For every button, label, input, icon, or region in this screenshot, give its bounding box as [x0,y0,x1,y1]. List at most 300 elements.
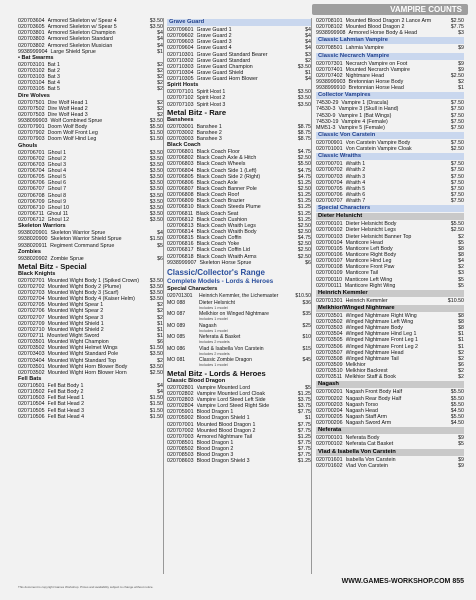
item-name: Grave Guard Champion [196,63,253,70]
item-price: $1.25 [297,210,311,217]
item-price: $1.50 [149,345,163,352]
item-code: 020706813 [167,222,194,229]
item-price: $1 [157,320,163,327]
item-code: 020703507 [316,349,343,356]
item-code: 020700704 [316,179,343,186]
item-name: Armored Horse Body & Head [348,30,418,37]
item-price: $7.75 [297,440,311,447]
item-code: 020700901 [316,139,343,146]
item-name: Grave Guard 4 [196,45,232,52]
item-name: Armored Skeleton w/ Spear 4 [47,18,117,24]
item-price: $3.50 [149,217,163,224]
item-price: $1 [305,69,311,76]
item-code: 020700203 [316,401,343,408]
item-name-text: Classic Zombie Dragon [199,357,252,364]
item-name: Manticore Left Body [345,245,393,252]
item-name: Nagash Rear Body Half [345,395,402,402]
item-name: Zombie Sprue [50,255,84,262]
item-code: 020703508 [316,355,343,362]
item-name: Fell Bat Head 2 [47,401,85,408]
item-name: Ghoul 6 [47,180,67,187]
item-name: Melkhior Staff & Book [345,374,396,381]
item-code: 020702711 [18,333,45,340]
item-price: $4.50 [450,420,464,427]
item-price: $8 [458,325,464,332]
item-code: 020706812 [167,216,194,223]
item-name: Mounted Wight Body 3 (Scarf) [47,290,119,297]
item-price: $1.50 [149,136,163,143]
item-code: 020703102 [18,67,45,74]
item-code: 020705901 [167,409,194,416]
item-price: $3.50 [297,89,311,96]
item-price: $15 [302,345,311,352]
item-price: $2 [157,357,163,364]
item-name: Black Coach Axle [196,179,238,186]
item-price: $5.50 [297,161,311,168]
item-name: Fell Bat Head 4 [47,413,85,420]
group-title: Nagash [316,381,464,388]
item-price: $1.25 [297,192,311,199]
item-code: 020707901 [18,124,45,131]
item-code: 020700104 [316,239,343,246]
item-price: $3.50 [149,149,163,156]
item-price: $3.50 [149,296,163,303]
item-name: Black Coach Banner Pole [196,185,257,192]
item-code: 020706703 [18,161,45,168]
item-name: Grave Guard 1 [196,27,232,33]
item-price: $3.50 [149,161,163,168]
item-price: $4 [305,27,311,33]
item-price: $2 [157,74,163,81]
item-code: 020700701 [316,161,343,168]
item-name: Blood Dragon Shield 3 [196,458,250,465]
item-name: Banshee 2 [196,129,222,136]
item-code: MM51-3 [316,124,336,131]
item-price: $1.25 [297,390,311,397]
item-price: $4.75 [297,235,311,242]
item-name: Mounted Blood Dragon 1 [196,421,256,428]
item-name [199,293,295,299]
special-character-item [167,334,311,345]
item-name: Mounted Wight Spear 3 [47,314,104,321]
item-price: $1 [458,337,464,344]
section-banner: VAMPIRE COUNTS [312,4,468,15]
item-price: $7.50 [450,167,464,174]
item-name: Fell Bat Body 1 [47,383,84,390]
item-code: 020706704 [18,167,45,174]
footer-site [342,578,464,585]
item-name: Spirit Host 1 [196,89,226,96]
list-item [167,102,311,108]
item-name: Fell Bat Head 3 [47,407,85,414]
item-name: Bat 1 [47,61,60,68]
item-code: 020700111 [316,282,342,289]
item-price: $1.25 [297,179,311,186]
item-name: Manticore Left Wing [345,276,393,283]
item-code: 020710503 [18,395,45,402]
item-code: 020710302 [167,57,194,64]
item-name: Mounted Blood Dragon 2 [345,24,405,31]
item-price: $4 [305,39,311,46]
item-price: $10 [302,334,311,341]
item-code: 020700108 [316,264,343,271]
item-price: $25 [302,322,311,329]
item-code: 020706811 [167,210,194,217]
item-price: $3 [458,270,464,277]
item-name: Vampire Mounted Lord [196,384,251,391]
special-character-item [167,300,311,311]
item-name: Grave Guard 2 [196,33,232,40]
item-code: 020701301 [167,292,193,299]
group-title: Black Knights [18,270,56,277]
section-title: Classic/Collector's Range [167,267,265,277]
item-name: Ghoul 9 [47,198,67,205]
item-name: Winged Nightmare Front Leg 1 [345,337,418,344]
item-price: $5 [458,441,464,448]
item-code: 020700205 [316,414,343,421]
item-name: Black Coach Brazier [196,198,245,205]
item-price: $2.50 [297,185,311,192]
item-code: 020702801 [167,384,194,391]
item-price: $9 [458,66,464,73]
item-note: Includes 1 model [199,317,228,322]
item-name: Manticore Head [345,239,383,246]
item-price: $2 [157,314,163,321]
item-code: 020707001 [167,421,194,428]
item-name: Ghoul 1 [47,149,67,156]
item-code: 020700703 [316,173,343,180]
item-name: Mounted Wight Standard Top [47,357,117,364]
item-price: $2.50 [297,155,311,162]
item-price: $6 [458,362,464,369]
group-title: Black Coach [167,142,201,149]
item-price: $3.50 [149,155,163,162]
item-name [199,334,303,345]
item-price: $5.50 [149,124,163,131]
item-code: 020706806 [167,179,194,186]
item-name: Ghoul 12 [47,217,70,224]
item-name: Mounted Wight Body 4 (Kaiser Helm) [47,296,135,303]
item-code: 74530-19 [316,118,339,125]
list-item [316,441,464,447]
item-name: Wraith 3 [345,173,366,180]
item-price: $2 [458,374,464,381]
item-price: $2 [458,78,464,85]
item-price: $2 [157,302,163,309]
item-name: Banshee 3 [196,135,222,142]
item-price: $5.50 [450,221,464,228]
item-code: 020708501 [167,440,194,447]
item-price: $36 [302,299,311,306]
item-price: $3.50 [149,192,163,199]
item-price: $3.75 [297,403,311,410]
group-title: Zombies [18,248,42,255]
item-code: MO 088 [167,299,186,306]
item-name [199,311,303,322]
item-price: $9 [458,435,464,442]
item-price: $7.50 [450,185,464,192]
item-name: Neferata Body [345,435,380,442]
item-price: $1.50 [149,407,163,414]
item-price: $1 [458,331,464,338]
item-code: MO 085 [167,334,186,341]
item-name: Fell Bat Body 2 [47,389,84,396]
item-code: 020706706 [18,180,45,187]
item-code: 020702703 [18,290,45,297]
item-name: Vampire Mounted Lord Cloak [196,390,266,397]
item-price: $2.50 [149,369,163,376]
item-name: Wolf Combined Sprue [50,117,103,124]
item-name: Vampire 3 (Skull in Hand) [338,106,399,113]
item-code: 020706805 [167,173,194,180]
group-title: Classic Von Carstein [316,132,464,139]
item-name: Wraith 5 [345,185,366,192]
item-name: Mounted Necrarch Vampire [345,66,410,73]
item-code: 020700204 [316,407,343,414]
item-name: Black Coach Floor [196,149,240,156]
item-price: $10.50 [295,292,311,299]
group-title: Grave Guard [167,19,311,26]
item-price: $1 [157,48,163,55]
item-code: 020708503 [167,452,194,459]
item-price: $8 [458,251,464,258]
item-code: 9938999907 [167,259,197,266]
item-name: Blood Dragon 2 [196,446,234,453]
item-price: $7.50 [450,124,464,131]
item-name: Doom Wolf Hind Leg [47,136,97,143]
item-name: Winged Nightmare Right Wing [345,312,417,319]
item-price: $3.50 [149,186,163,193]
item-name: Von Carstein Vampire Body [345,139,411,146]
item-code: 74530-9 [316,112,336,119]
item-price: $3.50 [149,210,163,217]
item-code: MO 081 [167,357,186,364]
item-name: Bat 3 [47,74,60,81]
item-name: Black Coach Yoke [196,241,240,248]
list-item [316,45,464,51]
item-code: 020706814 [167,228,194,235]
item-name: Winged Nightmare Left Wing [345,319,414,326]
section-title: Metal Bitz - Rare [167,107,227,117]
section-title: Metal Bitz - Lords & Heroes [167,368,266,378]
item-price: $2.50 [297,247,311,254]
item-price: $3.50 [149,174,163,181]
item-price: $3.50 [149,167,163,174]
item-price: $2 [305,57,311,64]
item-name: Black Coach Wraith Arms [196,253,257,260]
item-code: 020703501 [18,363,45,370]
item-code: 020705902 [167,415,194,422]
item-price: $2 [458,233,464,240]
group-title: Vlad & Isabella Von Carstein [316,449,464,456]
item-code: 020706803 [167,161,194,168]
item-name: Nagash Head [345,407,378,414]
item-code: 020702701 [18,277,45,284]
item-name: Dieter Helsnicht Banner Top [345,233,412,240]
item-code: 74530-3 [316,106,336,113]
item-price: $7.50 [450,139,464,146]
special-character-item [167,357,311,368]
item-price: $3.50 [297,63,311,70]
item-code: 020707501 [18,99,45,106]
item-code: MO 086 [167,345,186,352]
item-code: 020700702 [316,167,343,174]
item-price: $4 [157,230,163,237]
list-item [316,374,464,380]
item-name: Wraith 4 [345,179,366,186]
item-name: Grave Guard Standard [196,57,251,64]
item-name: Ghoul 4 [47,167,67,174]
item-price: $8.75 [297,129,311,136]
list-item [167,458,311,464]
item-name: Large Shield Sprue [50,48,96,55]
item-name: Wraith 7 [345,198,366,205]
item-price: $7.50 [450,118,464,125]
item-name: Ghoul 8 [47,192,67,199]
item-name: Skeleton Warrior Sprue [50,230,106,237]
group-title: Neferata [316,427,464,434]
item-price: $1.25 [297,198,311,205]
item-price: $2 [157,99,163,106]
item-name: Necrarch Vampire on Foot [345,60,408,67]
item-code: 020701301 [316,297,343,304]
item-code: 020703605 [18,24,45,31]
item-price: $3.50 [149,204,163,211]
item-code: 020707301 [316,60,343,67]
item-name: Vampire Lord Steed Right Side [196,403,270,410]
item-code: 020700202 [316,395,343,402]
item-price: $1.50 [149,395,163,402]
item-price: $5 [458,276,464,283]
item-name: Lahmia Vampire [345,45,384,52]
item-code: 020703501 [316,312,343,319]
item-name: Mounted Wight Shield 2 [47,326,104,333]
item-name: Manticore Right Body [345,251,397,258]
item-price: $3.50 [149,290,163,297]
item-price: $3.50 [149,117,163,124]
item-code: 020703502 [18,345,45,352]
item-name: Mounted Wight Body 2 (Plume) [47,283,122,290]
item-code: 020700105 [316,245,343,252]
website-url: WWW.GAMES-WORKSHOP.COM [341,578,451,585]
item-price: $1 [458,343,464,350]
item-name: Black Coach Wheels [196,161,246,168]
item-code: 020706816 [167,241,194,248]
item-code: 020703104 [18,80,45,87]
section-title: Special Characters [316,205,464,212]
item-code: 020710505 [18,407,45,414]
item-price: $4 [157,30,163,37]
item-code: 020706818 [167,253,194,260]
item-price: $1 [305,415,311,422]
item-price: $2.50 [450,146,464,153]
item-name: Blood Dragon Shield 1 [196,415,250,422]
item-code: 020702702 [18,283,45,290]
item-name: Ghoul 3 [47,161,67,168]
item-code: 020700206 [316,420,343,427]
item-price: $8.75 [297,135,311,142]
item-price: $2 [157,80,163,87]
item-name: Bat 2 [47,67,60,74]
item-price: $7.50 [450,191,464,198]
item-price: $3.75 [297,397,311,404]
item-price: $45 [302,357,311,364]
item-code: 020706702 [18,155,45,162]
item-code: 020703510 [316,368,343,375]
item-price: $2.50 [450,18,464,24]
item-price: $3.50 [149,277,163,284]
item-code: 020709604 [167,45,194,52]
item-code: 020701602 [316,462,343,469]
item-name: Mounted Wight Standard Pole [47,351,119,358]
item-name: Grave Guard Horn Blower [196,76,258,83]
item-price: $5.50 [450,389,464,396]
item-name: Mounted Wight Horn Blower Body [47,363,128,370]
item-code: 020702804 [167,403,194,410]
item-name: Vampire 1 (Dracula) [341,100,389,107]
item-code: 020707002 [167,427,194,434]
item-price: $4 [157,383,163,390]
item-price: $2 [157,308,163,315]
item-code: 020708603 [167,458,194,465]
item-code: 020706817 [167,247,194,254]
item-price: $8 [458,312,464,319]
item-price: $4 [157,389,163,396]
item-code: 020707902 [18,130,45,137]
item-price: $9 [458,462,464,469]
item-code: 020703403 [18,351,45,358]
item-price: $1.50 [149,130,163,137]
item-code: 020706707 [18,186,45,193]
item-price: $7.50 [450,198,464,205]
item-code: 020701001 [316,146,343,153]
item-price: $4.75 [297,167,311,174]
item-price: $7.50 [450,161,464,168]
list-item [18,414,163,420]
item-price: $3.50 [149,351,163,358]
item-code: 020700110 [316,276,343,283]
item-name: Doom Wolf Front Leg [47,130,98,137]
item-note: Includes 2 models [199,351,230,356]
item-code: 020709602 [167,33,194,40]
item-name: Armored Skeleton Standard [47,36,113,43]
item-code: 020707401 [316,66,343,73]
item-name: Black Coach Coffin Lid [196,247,251,254]
item-code: 020700102 [316,441,343,448]
item-price: $2 [157,86,163,93]
group-title: Banshees [167,116,194,123]
item-price: $4 [305,76,311,83]
group-title: • Bat Swarms [18,55,163,62]
item-price: $7.75 [297,446,311,453]
item-price: $4 [157,36,163,43]
item-price: $3.50 [149,18,163,24]
item-name: Dire Wolf Head 2 [47,105,88,112]
item-price: $1.50 [149,401,163,408]
item-name: Blood Dragon 3 [196,452,234,459]
item-code: 020703504 [316,331,343,338]
item-price: $5.50 [450,395,464,402]
item-price: $8.75 [297,123,311,130]
item-price: $1 [458,85,464,92]
item-code: 9938020902 [18,255,48,262]
item-code: 020702803 [167,397,194,404]
item-price: $7.75 [297,452,311,459]
item-code: 020706810 [167,204,194,211]
catalog-columns [18,18,464,574]
item-price: $3 [305,51,311,58]
item-name: Mounted Wight Sword [47,333,100,340]
